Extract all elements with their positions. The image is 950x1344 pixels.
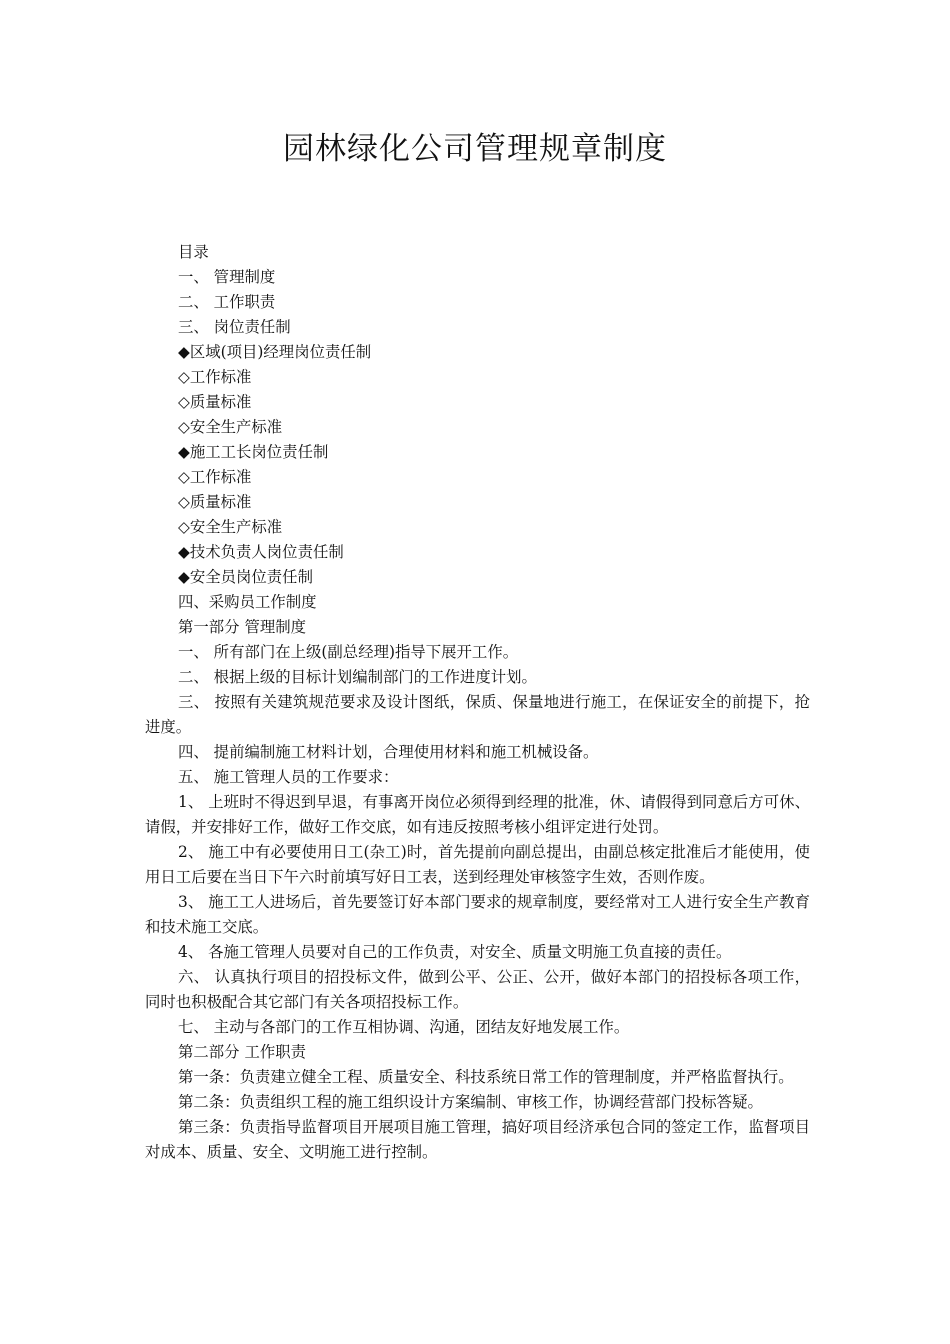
paragraph: 三、 按照有关建筑规范要求及设计图纸，保质、保量地进行施工，在保证安全的前提下，抢进度。 xyxy=(145,693,810,736)
section-heading: 第二部分 工作职责 xyxy=(178,1043,307,1061)
toc-item: ◇工作标准 xyxy=(178,468,252,486)
document-title: 园林绿化公司管理规章制度 xyxy=(283,131,667,167)
toc-item: ◇质量标准 xyxy=(178,393,252,411)
paragraph: 一、 所有部门在上级(副总经理)指导下展开工作。 xyxy=(178,643,519,661)
paragraph: 六、 认真执行项目的招投标文件，做到公平、公正、公开，做好本部门的招投标各项工作，同时也积极配合其它部门有关各项招投标工作。 xyxy=(145,968,810,1011)
toc-item: 四、采购员工作制度 xyxy=(178,593,317,611)
toc-item: ◇安全生产标准 xyxy=(178,518,283,536)
paragraph: 五、 施工管理人员的工作要求： xyxy=(178,768,399,786)
paragraph: 七、 主动与各部门的工作互相协调、沟通，团结友好地发展工作。 xyxy=(178,1018,630,1036)
toc-item: ◇质量标准 xyxy=(178,493,252,511)
toc-item: ◆区域(项目)经理岗位责任制 xyxy=(178,343,372,361)
toc-item: ◇安全生产标准 xyxy=(178,418,283,436)
paragraph: 第一条：负责建立健全工程、质量安全、科技系统日常工作的管理制度，并严格监督执行。 xyxy=(178,1068,794,1086)
toc-heading: 目录 xyxy=(178,243,209,261)
document-body xyxy=(145,240,810,1165)
toc-item: ◆安全员岗位责任制 xyxy=(178,568,313,586)
paragraph: 第三条：负责指导监督项目开展项目施工管理，搞好项目经济承包合同的签定工作，监督项目对成本、质量、安全、文明施工进行控制。 xyxy=(145,1118,810,1161)
paragraph: 3、 施工工人进场后，首先要签订好本部门要求的规章制度，要经常对工人进行安全生产教育和技术施工交底。 xyxy=(145,893,810,936)
toc-item: ◆施工工长岗位责任制 xyxy=(178,443,329,461)
toc-item: 一、 管理制度 xyxy=(178,268,276,286)
paragraph: 4、 各施工管理人员要对自己的工作负责，对安全、质量文明施工负直接的责任。 xyxy=(178,943,732,961)
toc-item: 三、 岗位责任制 xyxy=(178,318,291,336)
paragraph: 四、 提前编制施工材料计划，合理使用材料和施工机械设备。 xyxy=(178,743,599,761)
section-heading: 第一部分 管理制度 xyxy=(178,618,307,636)
toc-item: ◆技术负责人岗位责任制 xyxy=(178,543,344,561)
paragraph: 二、 根据上级的目标计划编制部门的工作进度计划。 xyxy=(178,668,537,686)
paragraph: 2、 施工中有必要使用日工(杂工)时，首先提前向副总提出，由副总核定批准后才能使用，使用日工后要在当日下午六时前填写好日工表，送到经理处审核签字生效，否则作废。 xyxy=(145,843,810,886)
toc-item: 二、 工作职责 xyxy=(178,293,276,311)
toc-item: ◇工作标准 xyxy=(178,368,252,386)
paragraph: 第二条：负责组织工程的施工组织设计方案编制、审核工作，协调经营部门投标答疑。 xyxy=(178,1093,763,1111)
paragraph: 1、 上班时不得迟到早退，有事离开岗位必须得到经理的批准，休、请假得到同意后方可休、请假，并安排好工作，做好工作交底，如有违反按照考核小组评定进行处罚。 xyxy=(145,793,810,836)
